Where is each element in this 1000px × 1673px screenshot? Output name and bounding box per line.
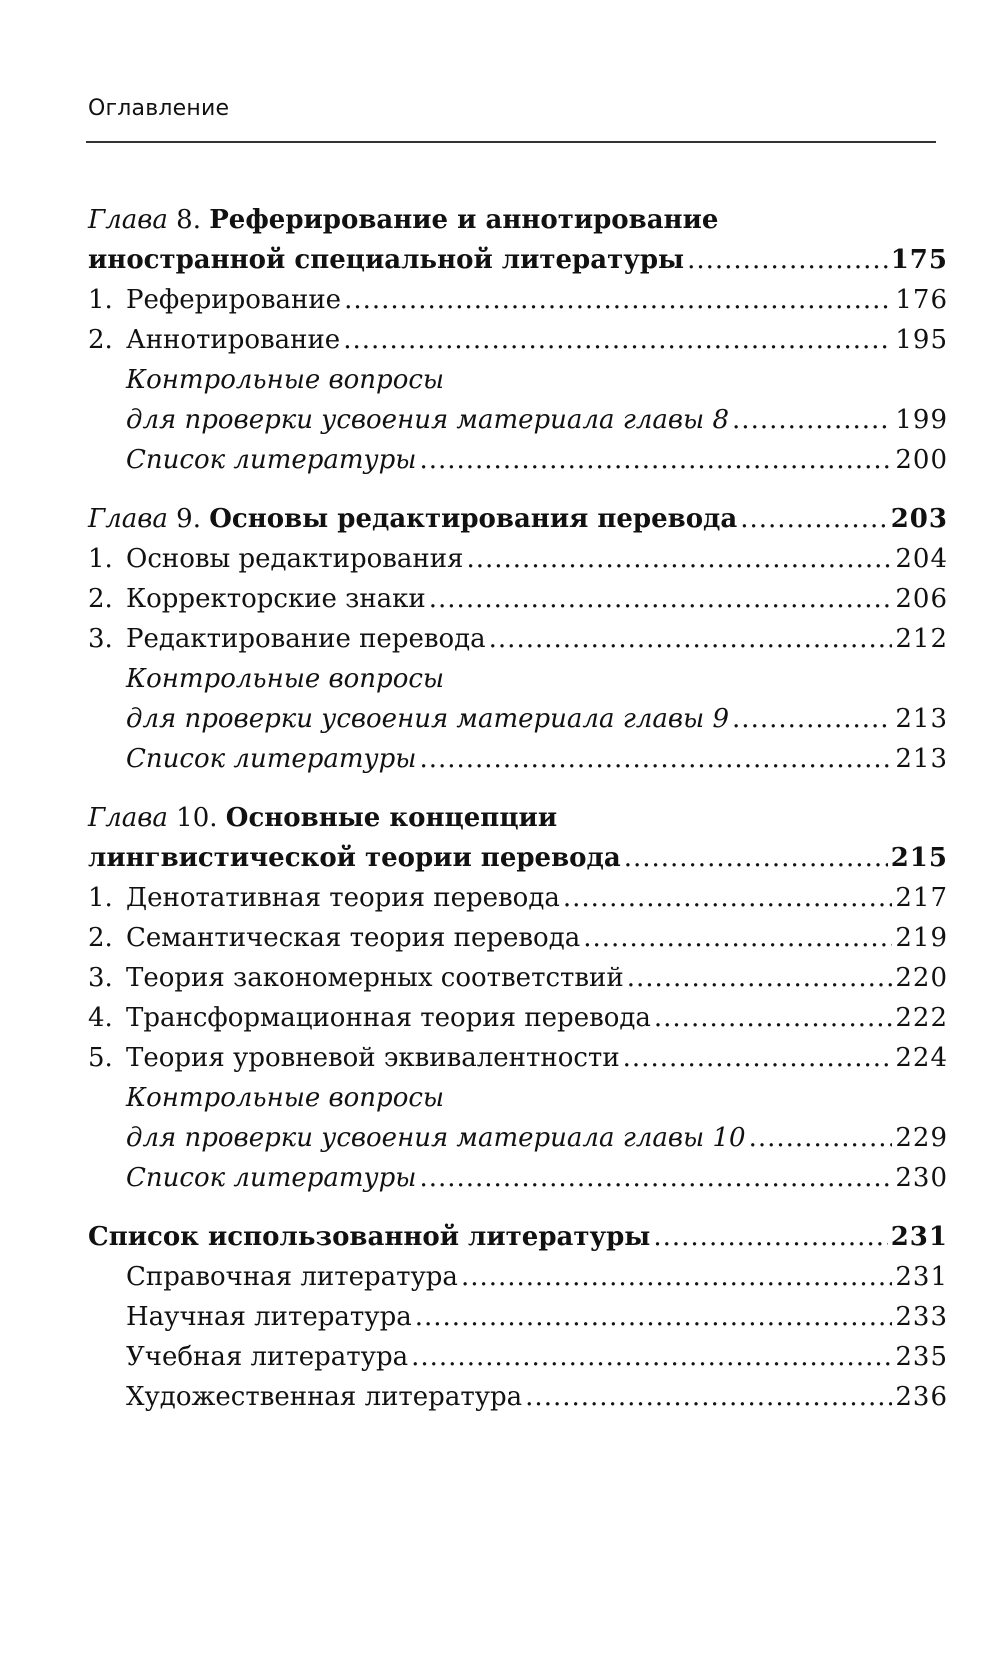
chapter-label: Глава [88, 504, 168, 534]
entry-title: Научная литература [126, 1302, 412, 1332]
bibliography-page: 231 [890, 1222, 948, 1252]
entry-title: Основы редактирования [126, 544, 464, 574]
chapter-number: 10. [176, 803, 218, 833]
dot-leader [732, 699, 892, 739]
dot-leader [411, 1337, 892, 1377]
chapter-heading-line-2 [88, 240, 948, 280]
questions-line-1 [88, 1078, 948, 1118]
dot-leader [653, 1217, 887, 1257]
entry-title: Семантическая теория перевода [126, 923, 581, 953]
references-page: 213 [895, 744, 948, 774]
dot-leader [654, 998, 892, 1038]
questions-line-2 [88, 1118, 948, 1158]
chapter-title-continued: иностранной специальной литературы [88, 245, 685, 275]
entry-page: 233 [895, 1302, 948, 1332]
questions-page: 199 [895, 405, 948, 435]
toc-entry [88, 918, 948, 958]
dot-leader [415, 1297, 893, 1337]
dot-leader [344, 280, 892, 320]
references-line [88, 1158, 948, 1198]
questions-page: 229 [895, 1123, 948, 1153]
entry-title: Учебная литература [126, 1342, 409, 1372]
bibliography-entry [88, 1337, 948, 1377]
entry-page: 176 [895, 285, 948, 315]
entry-page: 222 [895, 1003, 948, 1033]
questions-line-2 [88, 400, 948, 440]
references-title: Список литературы [126, 445, 417, 475]
questions-title-continued: для проверки усвоения материала главы 10 [126, 1123, 746, 1153]
questions-title: Контрольные вопросы [126, 365, 445, 395]
entry-number: 3. [88, 963, 113, 993]
entry-number: 5. [88, 1043, 113, 1073]
toc-entry [88, 539, 948, 579]
references-line [88, 440, 948, 480]
entry-number: 2. [88, 923, 113, 953]
dot-leader [627, 958, 893, 998]
entry-title: Реферирование [126, 285, 342, 315]
chapter-page: 215 [890, 843, 948, 873]
chapter-page: 203 [890, 504, 948, 534]
header-rule [86, 141, 936, 143]
entry-title: Корректорские знаки [126, 584, 426, 614]
table-of-contents [88, 200, 948, 1436]
chapter-label: Глава [88, 803, 168, 833]
entry-number: 2. [88, 325, 113, 355]
dot-leader [429, 579, 893, 619]
entry-title: Теория закономерных соответствий [126, 963, 624, 993]
entry-number: 2. [88, 584, 113, 614]
dot-leader [419, 440, 892, 480]
questions-title: Контрольные вопросы [126, 1083, 445, 1113]
dot-leader [732, 400, 892, 440]
chapter-heading-line-2 [88, 838, 948, 878]
dot-leader [419, 739, 892, 779]
chapter-title-continued: лингвистической теории перевода [88, 843, 621, 873]
toc-entry [88, 320, 948, 360]
toc-chapter-8 [88, 200, 948, 480]
questions-title-continued: для проверки усвоения материала главы 9 [126, 704, 730, 734]
chapter-title: Основы редактирования перевода [209, 504, 738, 534]
entry-page: 236 [895, 1382, 948, 1412]
toc-entry [88, 958, 948, 998]
entry-page: 195 [895, 325, 948, 355]
dot-leader [624, 838, 888, 878]
references-title: Список литературы [126, 744, 417, 774]
questions-line-1 [88, 360, 948, 400]
references-line [88, 739, 948, 779]
questions-title: Контрольные вопросы [126, 664, 445, 694]
dot-leader [525, 1377, 892, 1417]
entry-page: 235 [895, 1342, 948, 1372]
entry-title: Денотативная теория перевода [126, 883, 560, 913]
entry-title: Аннотирование [126, 325, 341, 355]
entry-number: 4. [88, 1003, 113, 1033]
bibliography-entry [88, 1297, 948, 1337]
entry-title: Художественная литература [126, 1382, 523, 1412]
entry-page: 220 [895, 963, 948, 993]
questions-page: 213 [895, 704, 948, 734]
dot-leader [461, 1257, 892, 1297]
toc-bibliography [88, 1217, 948, 1417]
dot-leader [623, 1038, 893, 1078]
chapter-heading-line-1 [88, 798, 948, 838]
references-page: 230 [895, 1163, 948, 1193]
running-head: Оглавление [88, 96, 230, 121]
toc-entry [88, 1038, 948, 1078]
toc-entry [88, 280, 948, 320]
chapter-number: 8. [176, 205, 201, 235]
questions-line-1 [88, 659, 948, 699]
bibliography-heading [88, 1217, 948, 1257]
entry-number: 1. [88, 544, 113, 574]
dot-leader [583, 918, 892, 958]
entry-title: Редактирование перевода [126, 624, 486, 654]
chapter-title: Основные концепции [225, 803, 558, 833]
entry-title: Справочная литература [126, 1262, 458, 1292]
entry-page: 224 [895, 1043, 948, 1073]
entry-title: Трансформационная теория перевода [126, 1003, 651, 1033]
entry-page: 219 [895, 923, 948, 953]
dot-leader [489, 619, 893, 659]
toc-entry [88, 998, 948, 1038]
bibliography-title: Список использованной литературы [88, 1222, 651, 1252]
toc-chapter-9 [88, 499, 948, 779]
entry-page: 231 [895, 1262, 948, 1292]
dot-leader [740, 499, 887, 539]
dot-leader [563, 878, 893, 918]
chapter-title: Реферирование и аннотирование [209, 205, 719, 235]
toc-entry [88, 878, 948, 918]
toc-chapter-10 [88, 798, 948, 1198]
dot-leader [687, 240, 888, 280]
bibliography-entry [88, 1377, 948, 1417]
toc-entry [88, 579, 948, 619]
entry-number: 1. [88, 285, 113, 315]
chapter-label: Глава [88, 205, 168, 235]
dot-leader [749, 1118, 893, 1158]
entry-title: Теория уровневой эквивалентности [126, 1043, 620, 1073]
chapter-page: 175 [890, 245, 948, 275]
entry-page: 217 [895, 883, 948, 913]
questions-title-continued: для проверки усвоения материала главы 8 [126, 405, 730, 435]
chapter-heading-line [88, 499, 948, 539]
toc-entry [88, 619, 948, 659]
bibliography-entry [88, 1257, 948, 1297]
entry-page: 206 [895, 584, 948, 614]
dot-leader [419, 1158, 892, 1198]
chapter-heading-line-1 [88, 200, 948, 240]
questions-line-2 [88, 699, 948, 739]
references-page: 200 [895, 445, 948, 475]
chapter-number: 9. [176, 504, 201, 534]
entry-page: 212 [895, 624, 948, 654]
references-title: Список литературы [126, 1163, 417, 1193]
entry-number: 3. [88, 624, 113, 654]
entry-page: 204 [895, 544, 948, 574]
entry-number: 1. [88, 883, 113, 913]
dot-leader [466, 539, 892, 579]
dot-leader [343, 320, 892, 360]
